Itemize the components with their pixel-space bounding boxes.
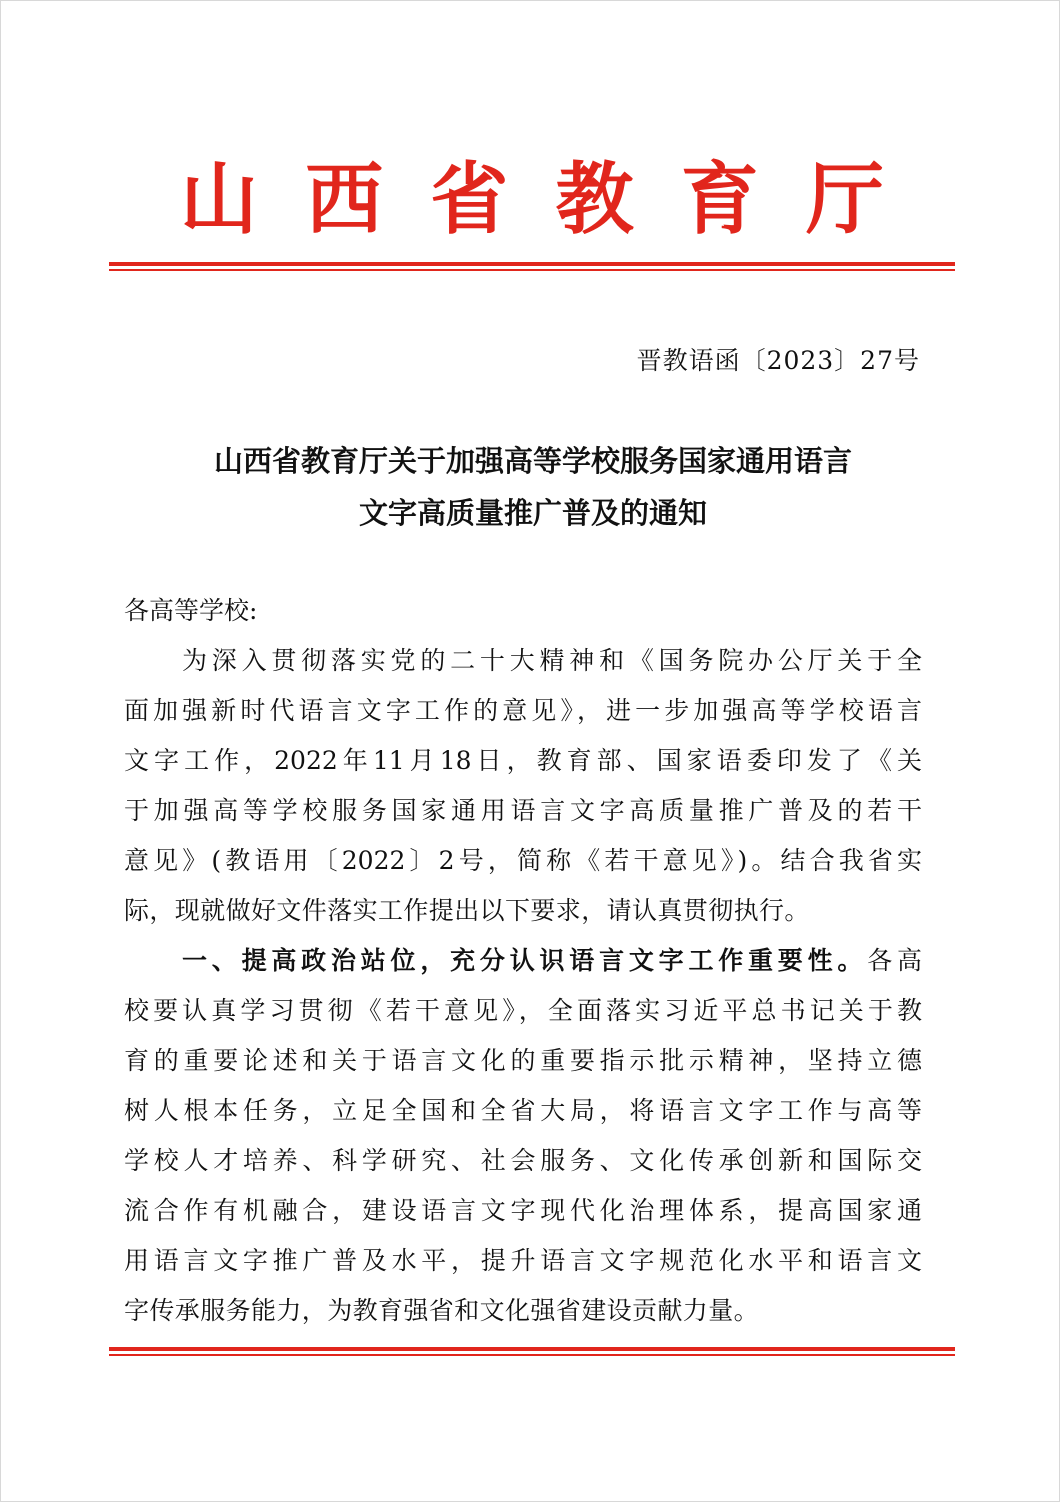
paragraph-2-first-line: [182, 936, 922, 986]
agency-header: [110, 150, 954, 250]
agency-char: 厅: [805, 154, 884, 245]
paragraph-2-line: 字传承服务能力，为教育强省和文化强省建设贡献力量。: [124, 1296, 760, 1325]
paragraph-1-line: 于加强高等学校服务国家通用语言文字高质量推广普及的若干: [124, 796, 922, 825]
agency-char: 省: [430, 154, 509, 245]
paragraph-2-line: 用语言文字推广普及水平，提升语言文字规范化水平和语言文: [124, 1246, 922, 1275]
section-heading: 一、提高政治站位，充分认识语言文字工作重要性。: [182, 946, 868, 975]
document-title-line-2: 文字高质量推广普及的通知: [358, 496, 707, 530]
footer-rule-thin: [109, 1354, 955, 1356]
footer-rule-thick: [109, 1347, 955, 1351]
salutation: 各高等学校:: [124, 596, 258, 625]
document-number: 晋教语函〔2023〕27号: [636, 346, 920, 375]
paragraph-2-line: 育的重要论述和关于语言文化的重要指示批示精神，坚持立德: [124, 1046, 922, 1075]
agency-char: 育: [680, 154, 759, 245]
paragraph-1-line: 为深入贯彻落实党的二十大精神和《国务院办公厅关于全: [182, 646, 922, 675]
paragraph-2-line: 校要认真学习贯彻《若干意见》，全面落实习近平总书记关于教: [124, 996, 922, 1025]
paragraph-2-line: 流合作有机融合，建设语言文字现代化治理体系，提高国家通: [124, 1196, 922, 1225]
paragraph-2-first-tail: 各高: [867, 946, 922, 975]
paragraph-2-line: 学校人才培养、科学研究、社会服务、文化传承创新和国际交: [124, 1146, 922, 1175]
paragraph-1-line: 文字工作，2022年11月18日，教育部、国家语委印发了《关: [124, 746, 922, 775]
paragraph-1-line: 际，现就做好文件落实工作提出以下要求，请认真贯彻执行。: [124, 896, 810, 925]
header-rule-thin: [109, 269, 955, 271]
agency-char: 山: [180, 154, 259, 245]
agency-char: 西: [305, 154, 384, 245]
paragraph-2-line: 树人根本任务，立足全国和全省大局，将语言文字工作与高等: [124, 1096, 922, 1125]
paragraph-1-line: 面加强新时代语言文字工作的意见》，进一步加强高等学校语言: [124, 696, 922, 725]
agency-char: 教: [555, 154, 634, 245]
header-rule-thick: [109, 262, 955, 266]
paragraph-1-line: 意见》(教语用〔2022〕2号，简称《若干意见》)。结合我省实: [124, 846, 922, 875]
document-title-line-1: 山西省教育厅关于加强高等学校服务国家通用语言: [213, 444, 852, 478]
